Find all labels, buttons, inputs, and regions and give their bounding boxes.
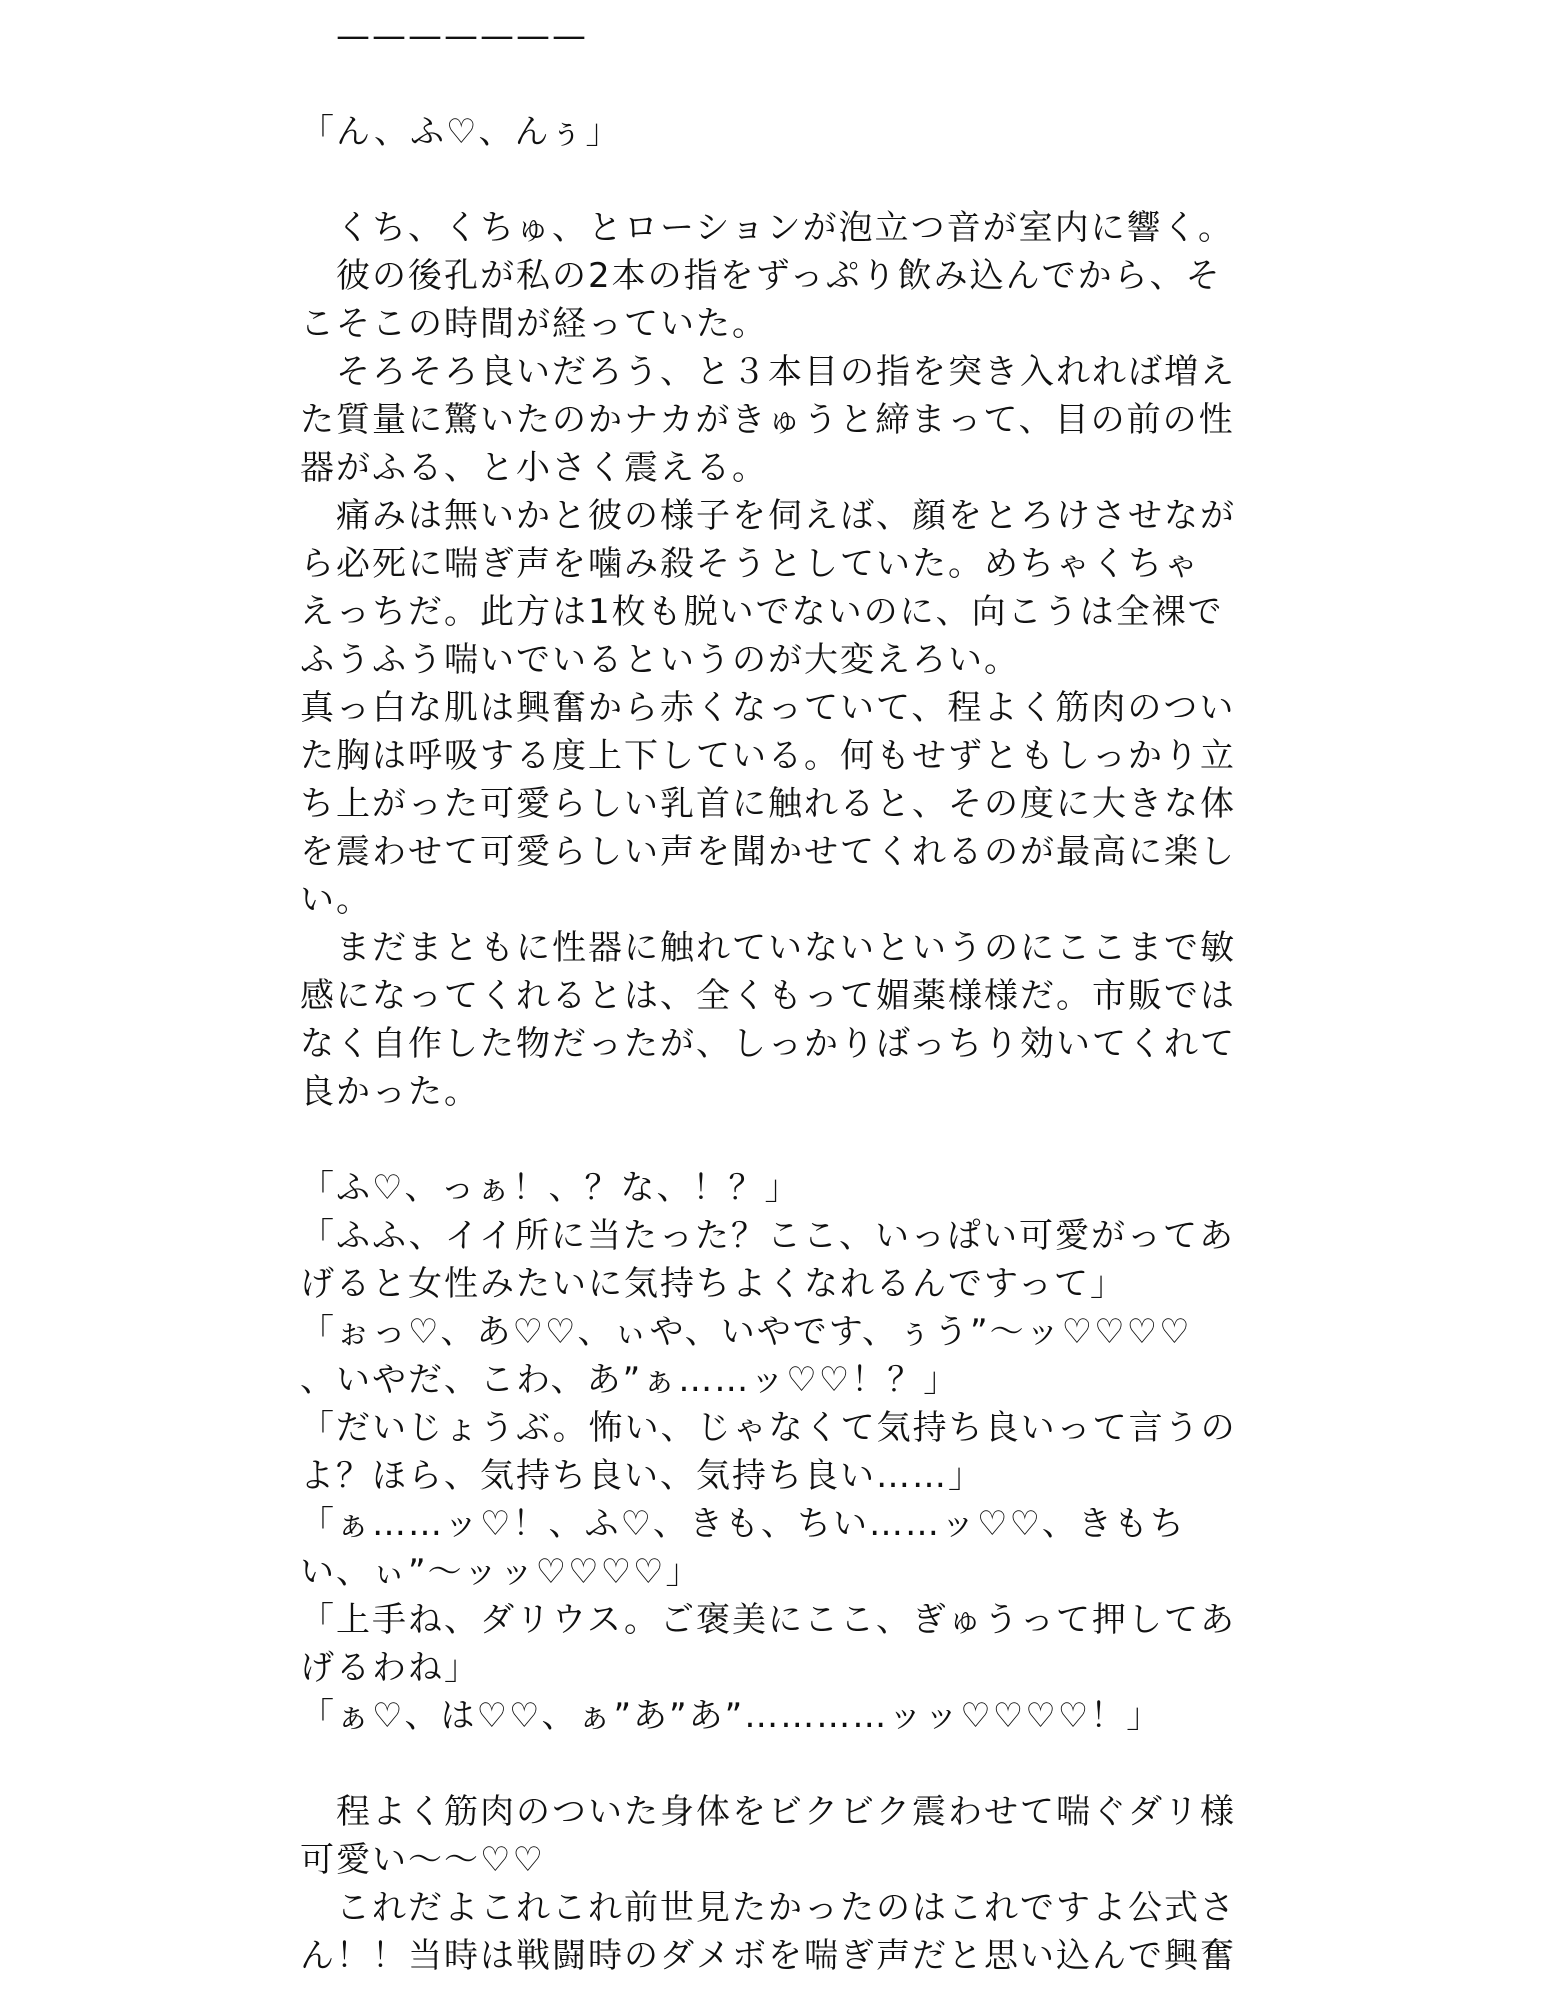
dialogue-line: 「ぉっ♡、あ♡♡、ぃや、いやです、ぅう”〜ッ♡♡♡♡ bbox=[300, 1312, 1192, 1352]
text-line: 可愛い〜〜♡♡ bbox=[300, 1840, 545, 1880]
dialogue-line: 、いやだ、こわ、あ”ぁ……ッ♡♡！？」 bbox=[300, 1360, 960, 1400]
dialogue-line: 「ぁ♡、は♡♡、ぁ”あ”あ”…………ッッ♡♡♡♡！」 bbox=[300, 1696, 1163, 1736]
dialogue-line: 「上手ね、ダリウス。ご褒美にここ、ぎゅうって押してあ bbox=[300, 1600, 1236, 1640]
novel-text bbox=[300, 12, 1260, 1980]
text-line: そろそろ良いだろう、と３本目の指を突き入れれば増え bbox=[300, 352, 1236, 392]
text-line: 「ん、ふ♡、んぅ」 bbox=[300, 112, 622, 152]
dialogue-line: げるわね」 bbox=[300, 1648, 480, 1688]
dialogue-line: 「ふ♡、っぁ！、？な、！？」 bbox=[300, 1168, 801, 1208]
text-line: を震わせて可愛らしい声を聞かせてくれるのが最高に楽し bbox=[300, 832, 1236, 872]
text-line: なく自作した物だったが、しっかりばっちり効いてくれて bbox=[300, 1024, 1236, 1064]
text-line: い。 bbox=[300, 880, 372, 920]
blank-line bbox=[300, 156, 1260, 204]
text-line: ふうふう喘いでいるというのが大変えろい。 bbox=[300, 640, 1020, 680]
text-line: ん！！当時は戦闘時のダメボを喘ぎ声だと思い込んで興奮 bbox=[300, 1936, 1236, 1976]
dialogue-line: 「だいじょうぶ。怖い、じゃなくて気持ち良いって言うの bbox=[300, 1408, 1237, 1448]
text-line: まだまともに性器に触れていないというのにここまで敏 bbox=[300, 928, 1236, 968]
text-line: 痛みは無いかと彼の様子を伺えば、顔をとろけさせなが bbox=[300, 496, 1236, 536]
blank-line bbox=[300, 1116, 1260, 1164]
text-line: 良かった。 bbox=[300, 1072, 480, 1112]
dialogue-line: い、ぃ”〜ッッ♡♡♡♡」 bbox=[300, 1552, 702, 1592]
text-line: ら必死に喘ぎ声を噛み殺そうとしていた。めちゃくちゃ bbox=[300, 544, 1200, 584]
text-line: こそこの時間が経っていた。 bbox=[300, 304, 768, 344]
dialogue-line: よ？ほら、気持ち良い、気持ち良い……」 bbox=[300, 1456, 984, 1496]
dialogue-line: げると女性みたいに気持ちよくなれるんですって」 bbox=[300, 1264, 1126, 1304]
text-line: た胸は呼吸する度上下している。何もせずともしっかり立 bbox=[300, 736, 1236, 776]
scene-divider: ——————— bbox=[300, 16, 588, 56]
text-line: 彼の後孔が私の2本の指をずっぷり飲み込んでから、そ bbox=[300, 256, 1222, 296]
blank-line bbox=[300, 1740, 1260, 1788]
text-line: これだよこれこれ前世見たかったのはこれですよ公式さ bbox=[300, 1888, 1236, 1928]
text-line: 真っ白な肌は興奮から赤くなっていて、程よく筋肉のつい bbox=[300, 688, 1236, 728]
dialogue-line: 「ぁ……ッ♡！、ふ♡、きも、ちい……ッ♡♡、きもち bbox=[300, 1504, 1186, 1544]
text-line: えっちだ。此方は1枚も脱いでないのに、向こうは全裸で bbox=[300, 592, 1224, 632]
text-line: 程よく筋肉のついた身体をビクビク震わせて喘ぐダリ様 bbox=[300, 1792, 1236, 1832]
text-line: くち、くちゅ、とローションが泡立つ音が室内に響く。 bbox=[300, 208, 1234, 248]
text-line: た質量に驚いたのかナカがきゅうと締まって、目の前の性 bbox=[300, 400, 1235, 440]
text-line: ち上がった可愛らしい乳首に触れると、その度に大きな体 bbox=[300, 784, 1236, 824]
text-line: 器がふる、と小さく震える。 bbox=[300, 448, 768, 488]
text-line: 感になってくれるとは、全くもって媚薬様様だ。市販では bbox=[300, 976, 1236, 1016]
blank-line bbox=[300, 60, 1260, 108]
dialogue-line: 「ふふ、イイ所に当たった？ここ、いっぱい可愛がってあ bbox=[300, 1216, 1235, 1256]
